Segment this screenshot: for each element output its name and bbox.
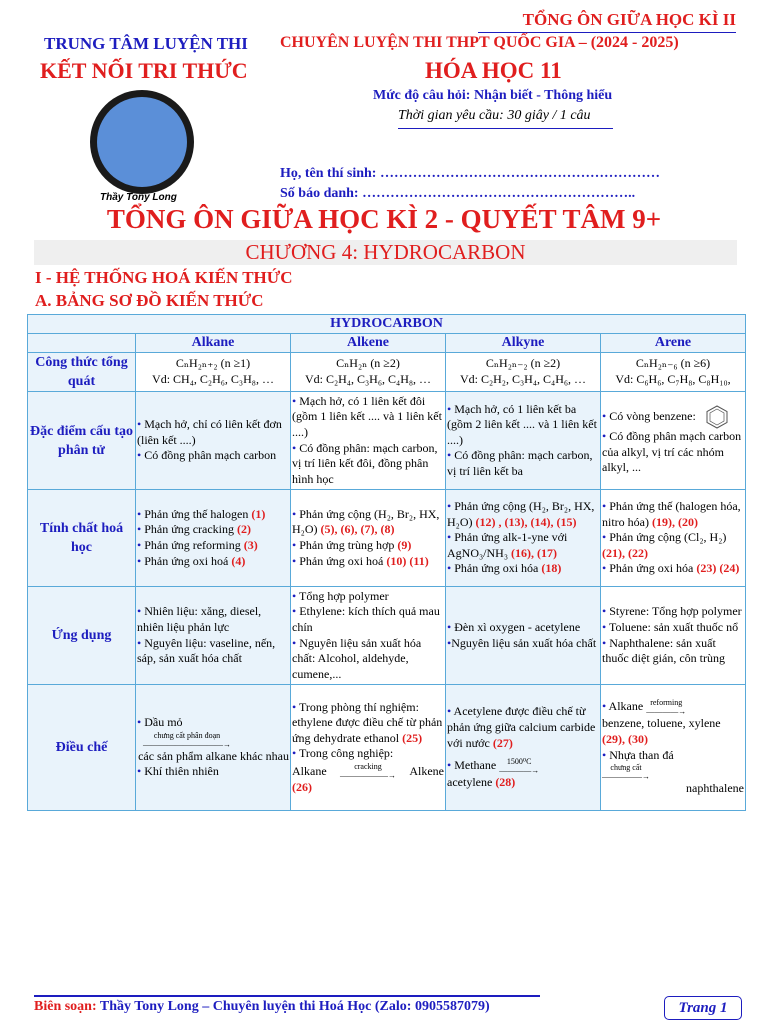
subject-title: HÓA HỌC 11: [425, 58, 562, 83]
use-alkene: • Tổng hợp polymer • Ethylene: kích thích quả mau chín • Nguyên liệu sản xuất hóa chất: Alcohol, aldehyde, cumene,...: [291, 587, 446, 685]
chem-arene: • Phản ứng thế (halogen hóa, nitro hóa) (19), (20) • Phản ứng cộng (Cl₂, H₂) (21), (22) • Phản ứng oxi hóa (23) (24): [601, 490, 746, 587]
use-arene: • Styrene: Tổng hợp polymer • Toluene: sản xuất thuốc nổ • Naphthalene: sản xuất thuốc diệt gián, côn trùng: [601, 587, 746, 685]
footer-label: Biên soạn:: [34, 999, 97, 1014]
prep-arene: • Alkane reforming ————→ benzene, toluene, xylene (29), (30) • Nhựa than đá chưng cất —————→ naphthalene: [601, 685, 746, 811]
logo-inner: [97, 97, 187, 187]
chapter-title: CHƯƠNG 4: HYDROCARBON: [245, 240, 526, 264]
student-id-field: Số báo danh: …………………………………………………..: [280, 186, 636, 201]
row-header-formula: Công thức tổng quát: [28, 353, 136, 392]
structure-alkane: • Mạch hở, chỉ có liên kết đơn (liên kết ....) • Có đồng phân mạch carbon: [136, 392, 291, 490]
row-header-chemistry: Tính chất hoá học: [28, 490, 136, 587]
reaction-arrow: chưng cất phân đoạn ——————————→: [143, 730, 231, 749]
time-requirement: Thời gian yêu cầu: 30 giây / 1 câu: [398, 108, 591, 123]
question-level: Mức độ câu hỏi: Nhận biết - Thông hiểu: [373, 88, 613, 103]
row-header-structure: Đặc điểm cấu tạo phân tử: [28, 392, 136, 490]
footer-credit: [34, 999, 490, 1015]
formula-alkane: CₙH₂ₙ₊₂ (n ≥1) Vd: CH₄, C₂H₆, C₃H₈, …: [136, 353, 291, 392]
reaction-arrow: cracking ——————→: [340, 761, 396, 780]
table-title: HYDROCARBON: [28, 315, 746, 334]
reaction-arrow: chưng cất —————→: [602, 763, 650, 782]
use-alkyne: • Đèn xì oxygen - acetylene •Nguyên liệu sản xuất hóa chất: [446, 587, 601, 685]
structure-alkene: • Mạch hở, có 1 liên kết đôi (gồm 1 liên kết .... và 1 liên kết ....) • Có đồng phân: mạch carbon, vị trí liên kết đôi, đồng phân hình học: [291, 392, 446, 490]
table-row: [28, 685, 746, 811]
logo-caption: Thầy Tony Long: [100, 192, 177, 203]
prep-alkane: • Dầu mỏ chưng cất phân đoạn ——————————→ các sản phẩm alkane khác nhau • Khí thiên nhiên: [136, 685, 291, 811]
table-row: [28, 490, 746, 587]
prep-alkyne: • Acetylene được điều chế từ phản ứng giữa calcium carbide với nước (27) • Methane 1500⁰C ————→ acetylene (28): [446, 685, 601, 811]
chem-alkene: • Phản ứng cộng (H₂, Br₂, HX, H₂O) (5), (6), (7), (8) • Phản ứng trùng hợp (9) • Phản ứng oxi hoá (10) (11): [291, 490, 446, 587]
table-row: [28, 334, 746, 353]
structure-alkyne: • Mạch hở, có 1 liên kết ba (gồm 2 liên kết .... và 1 liên kết ....) • Có đồng phân: mạch carbon, vị trí liên kết ba: [446, 392, 601, 490]
footer-text: Thầy Tony Long – Chuyên luyện thi Hoá Học (Zalo: 0905587079): [99, 999, 490, 1014]
benzene-ring-icon: [705, 405, 729, 429]
exam-title: TỔNG ÔN GIỮA HỌC KÌ II: [522, 10, 736, 29]
org-line2: KẾT NỐI TRI THỨC: [40, 58, 248, 83]
page-number: Trang 1: [664, 996, 742, 1020]
student-name-field: Họ, tên thí sinh: ……………………………………………………: [280, 166, 660, 181]
chem-alkyne: • Phản ứng cộng (H₂, Br₂, HX, H₂O) (12) , (13), (14), (15) • Phản ứng alk-1-yne với AgNO₃/NH₃ (16), (17) • Phản ứng oxi hóa (18): [446, 490, 601, 587]
column-header-alkene: Alkene: [291, 334, 446, 353]
table-row: [28, 315, 746, 334]
knowledge-table: [27, 314, 746, 811]
row-header-preparation: Điều chế: [28, 685, 136, 811]
column-header-alkane: Alkane: [136, 334, 291, 353]
formula-arene: CₙH₂ₙ₋₆ (n ≥6) Vd: C₆H₆, C₇H₈, C₈H₁₀,: [601, 353, 746, 392]
divider: [478, 32, 736, 33]
page-title: TỔNG ÔN GIỮA HỌC KÌ 2 - QUYẾT TÂM 9+: [106, 204, 662, 234]
reaction-arrow: reforming ————→: [646, 698, 687, 717]
column-header-alkyne: Alkyne: [446, 334, 601, 353]
chem-alkane: • Phản ứng thế halogen (1) • Phản ứng cracking (2) • Phản ứng reforming (3) • Phản ứng oxi hoá (4): [136, 490, 291, 587]
prep-alkene: • Trong phòng thí nghiệm: ethylene được điều chế từ phản ứng dehydrate ethanol (25) • Trong công nghiệp: Alkane cracking ——————→ Alkene (26): [291, 685, 446, 811]
table-corner: [28, 334, 136, 353]
footer-divider: [34, 995, 540, 997]
use-alkane: • Nhiên liệu: xăng, diesel, nhiên liệu phản lực • Nguyên liệu: vaseline, nến, sáp, sản xuất hóa chất: [136, 587, 291, 685]
column-header-arene: Arene: [601, 334, 746, 353]
section-heading-2: A. BẢNG SƠ ĐỒ KIẾN THỨC: [35, 291, 264, 310]
table-row: [28, 587, 746, 685]
section-heading-1: I - HỆ THỐNG HOÁ KIẾN THỨC: [35, 268, 293, 287]
reaction-arrow: 1500⁰C ————→: [499, 757, 540, 776]
org-line1: TRUNG TÂM LUYỆN THI: [44, 34, 248, 53]
row-header-uses: Ứng dụng: [28, 587, 136, 685]
table-row: [28, 353, 746, 392]
structure-arene: • Có vòng benzene: • Có đồng phân mạch carbon của alkyl, vị trí các nhóm alkyl, ...: [601, 392, 746, 490]
formula-alkyne: CₙH₂ₙ₋₂ (n ≥2) Vd: C₂H₂, C₃H₄, C₄H₆, …: [446, 353, 601, 392]
program-line: CHUYÊN LUYỆN THI THPT QUỐC GIA – (2024 - 2025): [280, 34, 679, 51]
formula-alkene: CₙH₂ₙ (n ≥2) Vd: C₂H₄, C₃H₆, C₄H₈, …: [291, 353, 446, 392]
divider: [398, 128, 613, 129]
table-row: [28, 392, 746, 490]
